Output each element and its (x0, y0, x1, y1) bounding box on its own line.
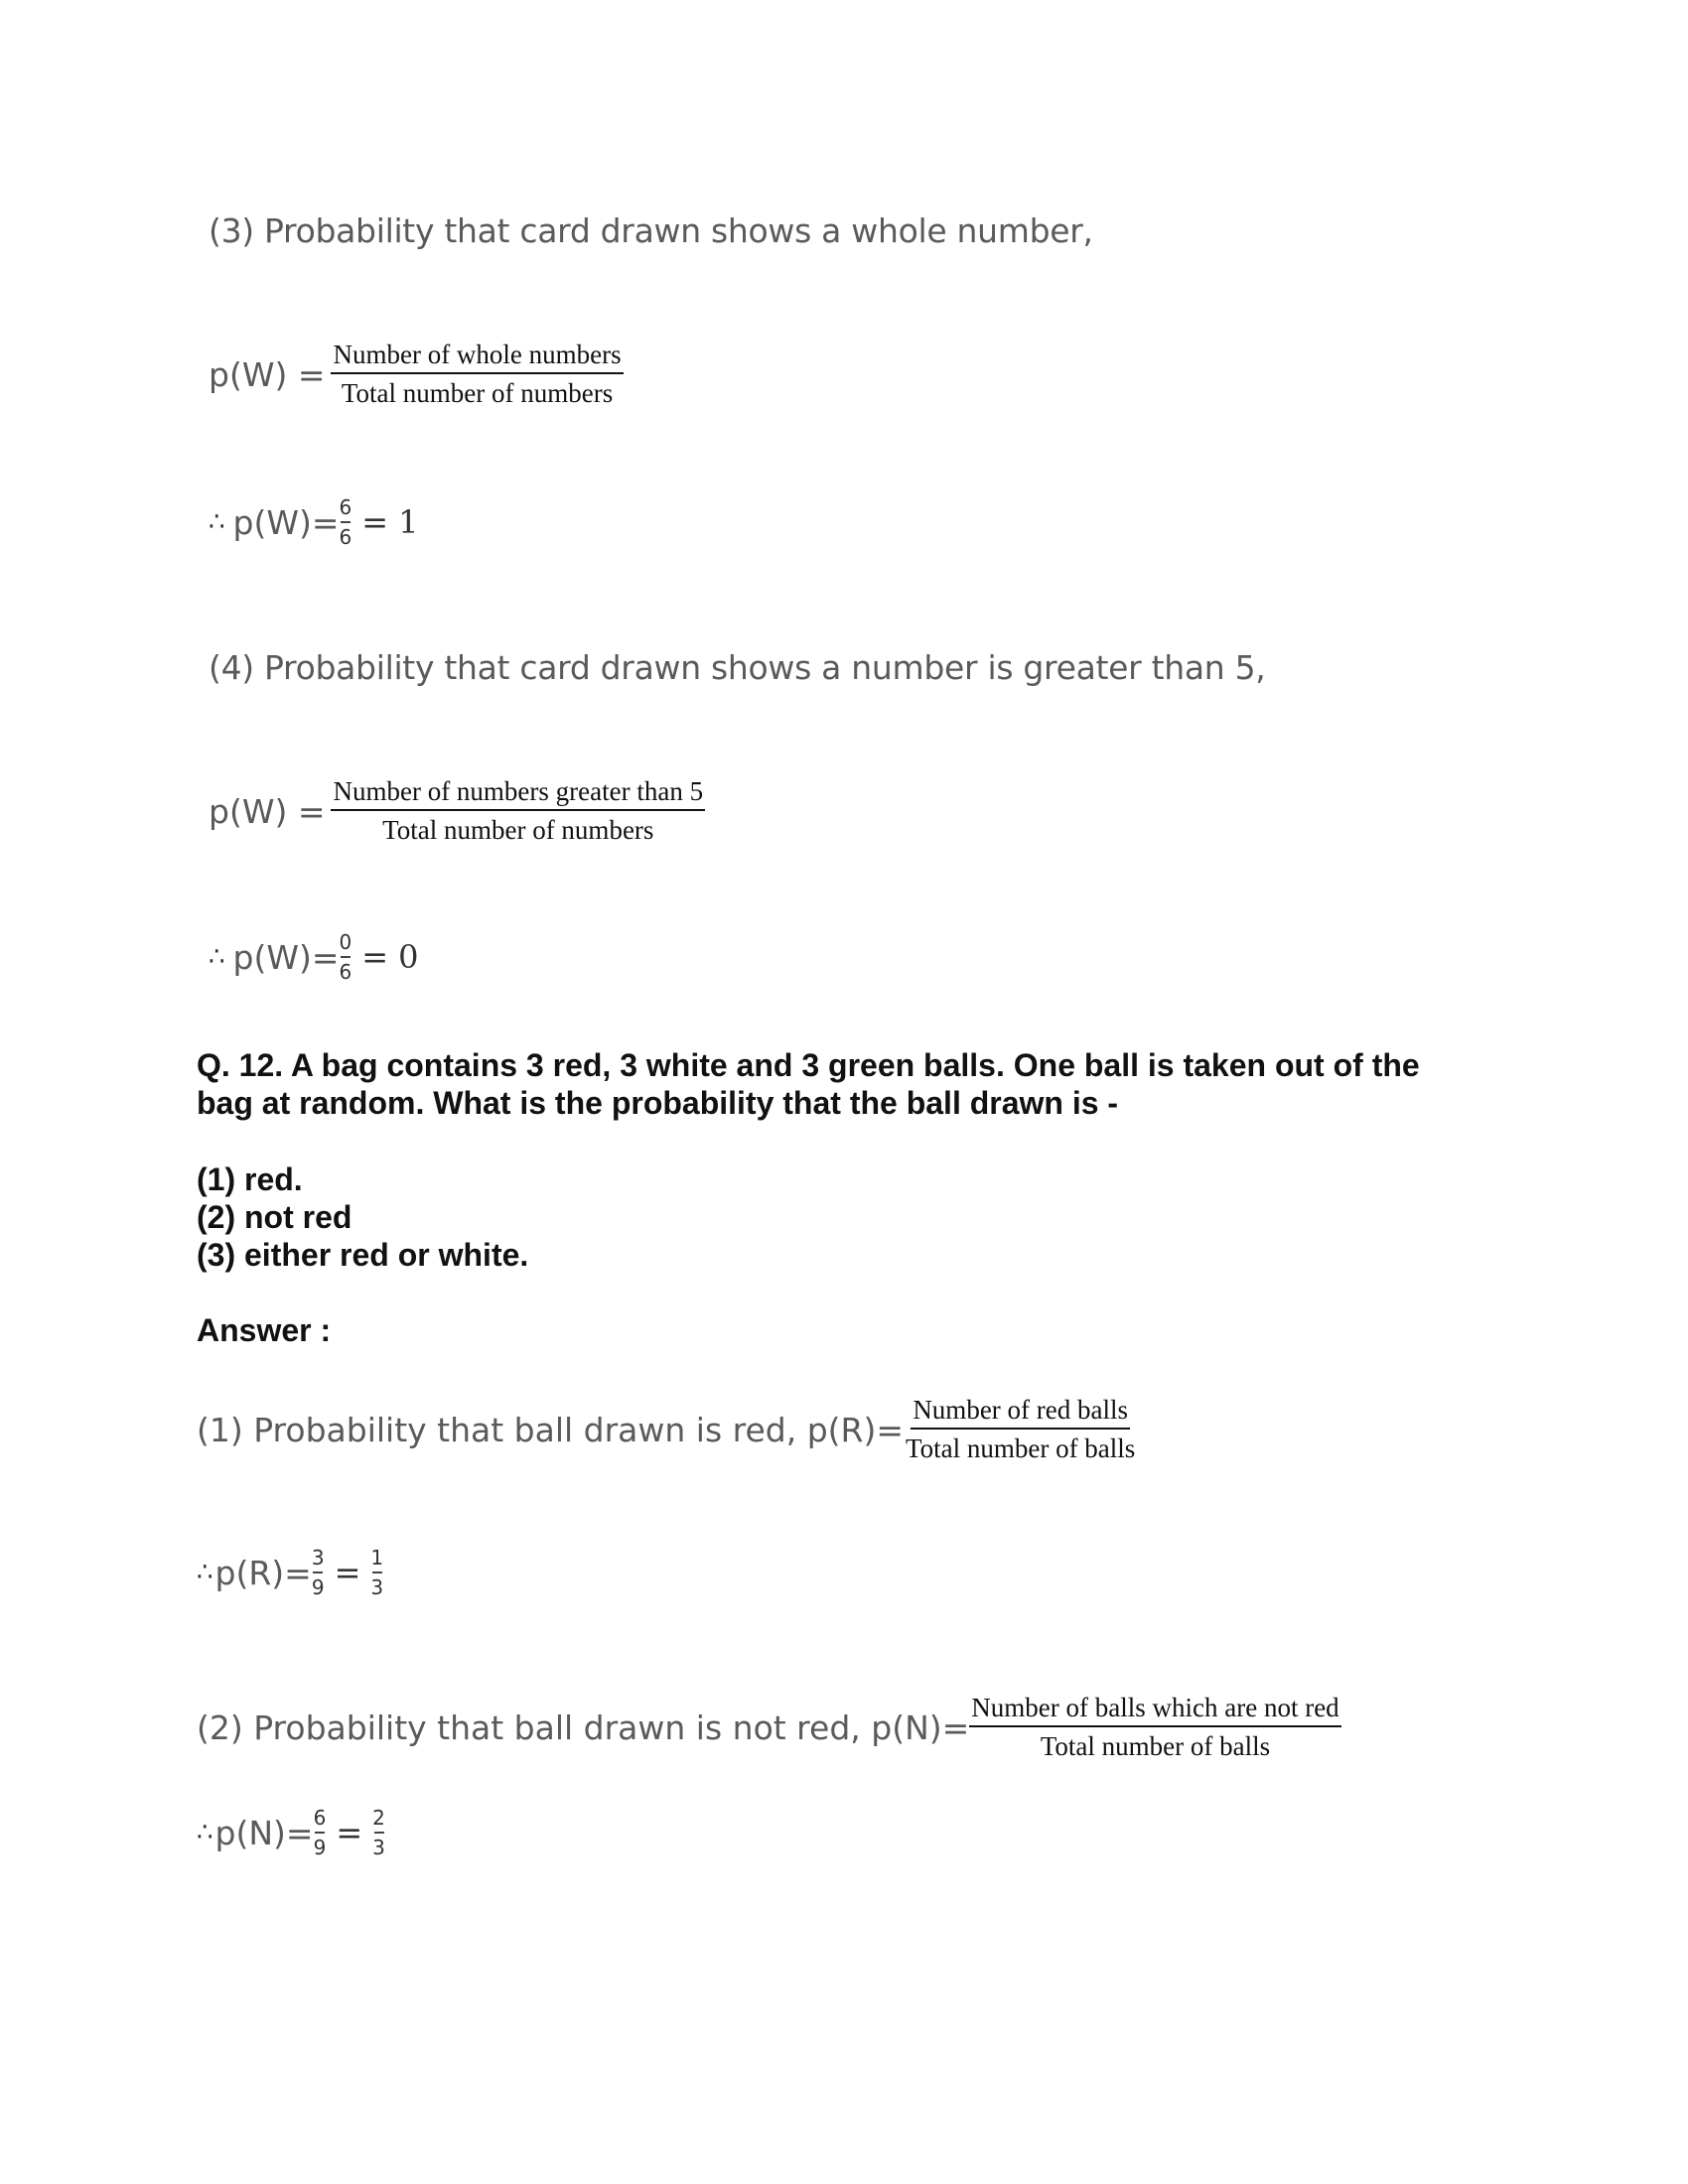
numerator: Number of balls which are not red (969, 1693, 1340, 1727)
result-value: 0 (398, 938, 419, 976)
part4-result (209, 931, 418, 983)
denominator: 3 (372, 1836, 385, 1859)
fraction (904, 1395, 1137, 1464)
denominator: 6 (339, 525, 352, 549)
numerator: 3 (311, 1546, 325, 1570)
small-fraction (340, 496, 352, 548)
denominator: 9 (313, 1836, 327, 1859)
fraction (969, 1693, 1340, 1762)
answer2-line (197, 1693, 1341, 1762)
result-lhs: p(W)= (232, 937, 340, 977)
denominator: 6 (339, 960, 352, 984)
therefore-symbol: ∴ (209, 942, 225, 972)
small-fraction (312, 1547, 325, 1598)
result-lhs: p(N)= (214, 1813, 314, 1852)
therefore-symbol: ∴ (197, 1818, 213, 1847)
question12-option-3: (3) either red or white. (197, 1237, 529, 1273)
small-fraction (314, 1807, 327, 1858)
equals-sign: = (361, 503, 389, 541)
denominator: Total number of numbers (341, 378, 614, 409)
answer2-heading: (2) Probability that ball drawn is not red, p(N)= (197, 1707, 970, 1747)
part4-formula (209, 776, 705, 846)
fraction (331, 776, 705, 846)
question12-option-2: (2) not red (197, 1199, 352, 1235)
equals-sign: = (336, 1814, 363, 1851)
numerator: Number of whole numbers (331, 340, 623, 374)
question12-line2: bag at random. What is the probability that the ball drawn is - (197, 1085, 1119, 1121)
answer1-result (197, 1547, 383, 1598)
equals-sign: = (334, 1554, 361, 1591)
fraction (331, 340, 623, 409)
simplified-fraction (370, 1547, 383, 1598)
result-lhs: p(R)= (214, 1553, 312, 1592)
result-value: 1 (398, 503, 419, 541)
question12-option-1: (1) red. (197, 1161, 303, 1197)
denominator: 9 (311, 1575, 325, 1599)
numerator: Number of red balls (911, 1395, 1130, 1430)
denominator: Total number of numbers (382, 815, 654, 846)
numerator: 6 (339, 495, 352, 519)
answer-label: Answer : (197, 1312, 332, 1348)
answer1-heading: (1) Probability that ball drawn is red, p(R)= (197, 1410, 904, 1449)
part3-formula (209, 340, 624, 409)
denominator: 3 (370, 1575, 384, 1599)
numerator: 6 (313, 1806, 327, 1830)
result-lhs: p(W)= (232, 502, 340, 542)
formula-lhs: p(W) = (209, 354, 326, 394)
therefore-symbol: ∴ (197, 1558, 213, 1587)
part3-heading: (3) Probability that card drawn shows a whole number, (209, 211, 1093, 250)
numerator: 2 (372, 1806, 385, 1830)
denominator: Total number of balls (1040, 1731, 1271, 1762)
answer1-line (197, 1395, 1137, 1464)
small-fraction (340, 931, 352, 983)
simplified-fraction (372, 1807, 385, 1858)
denominator: Total number of balls (906, 1433, 1136, 1464)
numerator: 0 (339, 930, 352, 954)
equals-sign: = (361, 938, 389, 976)
numerator: 1 (370, 1546, 384, 1570)
part4-heading: (4) Probability that card drawn shows a number is greater than 5, (209, 648, 1266, 687)
formula-lhs: p(W) = (209, 791, 326, 831)
part3-result (209, 496, 418, 548)
question12-line1: Q. 12. A bag contains 3 red, 3 white and 3 green balls. One ball is taken out of the (197, 1047, 1420, 1083)
numerator: Number of numbers greater than 5 (331, 776, 705, 811)
answer2-result (197, 1807, 385, 1858)
therefore-symbol: ∴ (209, 507, 225, 537)
